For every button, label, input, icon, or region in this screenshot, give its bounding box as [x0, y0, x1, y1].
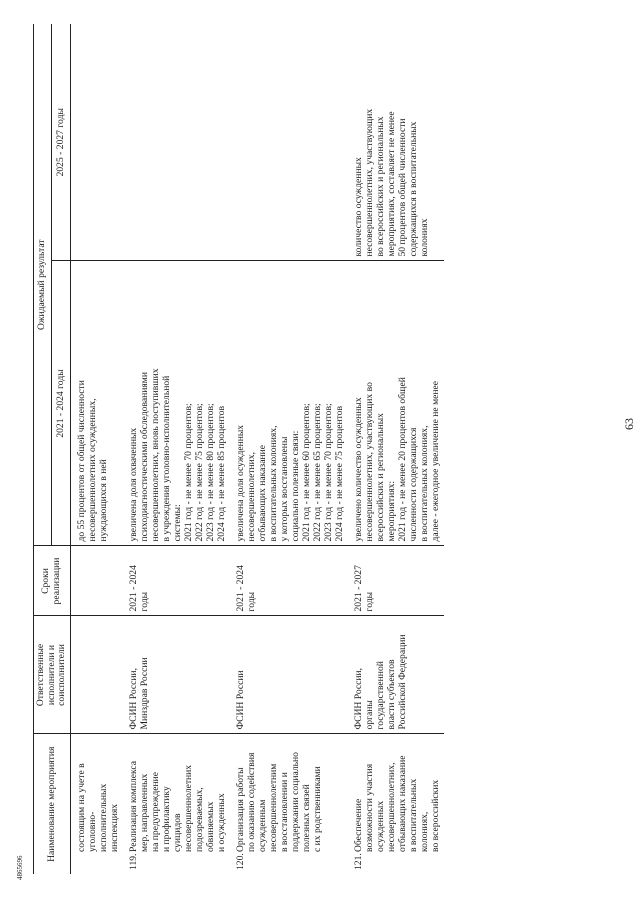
result-line: до 55 процентов от общей численности: [75, 380, 87, 542]
measure-name-line: исполнительных: [97, 783, 109, 852]
measure-name-line: обвиняемых: [204, 801, 216, 852]
result-line: у которых восстановлены: [278, 436, 290, 542]
result-line: 2023 год - не менее 80 процентов;: [204, 403, 216, 542]
measure-name-line: инспекциях: [108, 803, 120, 852]
result-line: системы:: [171, 504, 183, 542]
result-line: увеличено количество осужденных: [352, 397, 364, 542]
cell-result-2021-2024: [348, 261, 444, 546]
responsible-line: ФСИН России: [234, 670, 246, 730]
measure-name-text: [235, 752, 323, 852]
header-years-2021-2024: 2021 - 2024 годы: [52, 261, 70, 546]
header-expected-result: Ожидаемый результат: [34, 24, 52, 546]
measure-name-line: во всероссийских: [429, 779, 441, 852]
result-line: колониях: [418, 218, 430, 257]
measure-name-line: осужденным: [256, 799, 268, 852]
result-line: всероссийских и региональных: [374, 413, 386, 542]
cell-result-2021-2024: [70, 261, 123, 546]
rotated-table-region: [33, 24, 618, 874]
result-line: в воспитательных колониях,: [267, 425, 279, 542]
measure-name-line: и осужденных: [215, 793, 227, 852]
responsible-line: Российской Федерации: [396, 634, 408, 730]
result-line: социально полезные связи:: [289, 430, 301, 542]
measure-name-line: суицидов: [171, 813, 183, 852]
result-line: 2022 год - не менее 65 процентов;: [311, 403, 323, 542]
result-line: 2024 год - не менее 85 процентов: [215, 406, 227, 542]
table-row: [123, 24, 230, 874]
result-line: 2021 год - не менее 60 процентов;: [300, 403, 312, 542]
result-line: несовершеннолетних осужденных,: [86, 398, 98, 542]
measure-name-line: подозреваемых,: [193, 787, 205, 852]
cell-responsible: [70, 616, 123, 734]
header-name: Наименование мероприятия: [34, 734, 71, 874]
result-line: 50 процентов общей численности: [396, 118, 408, 257]
result-line: в воспитательных колониях,: [418, 425, 430, 542]
measure-name-line: и профилактику: [160, 786, 172, 852]
measure-name-line: в восстановлении и: [278, 772, 290, 852]
result-line: отбывающих наказание: [256, 445, 268, 542]
result-line: несовершеннолетних, участвующих: [363, 108, 375, 257]
result-line: несовершеннолетних,: [245, 451, 257, 542]
document-code: 4865696: [16, 855, 24, 880]
result-line: в учреждения уголовно-исполнительной: [160, 375, 172, 542]
cell-responsible: [348, 616, 444, 734]
measure-name-line: несовершеннолетним: [267, 763, 279, 852]
cell-result-2025-2027: [230, 24, 348, 261]
measure-name-line: осужденных: [374, 800, 386, 852]
cell-measure-name: [230, 734, 348, 874]
cell-term: 2021 - 2024 годы: [230, 546, 348, 616]
table-row: [70, 24, 123, 874]
responsible-line: ФСИН России,: [352, 667, 364, 730]
table-row: [348, 24, 444, 874]
cell-measure-name: [123, 734, 230, 874]
measure-name-line: мер, направленных: [138, 773, 150, 852]
responsible-line: ФСИН России,: [127, 667, 139, 730]
cell-result-2021-2024: [123, 261, 230, 546]
result-line: психодиагностическими обследованиями: [138, 371, 150, 542]
measure-name-line: Организация работы: [234, 767, 246, 852]
measures-table: [33, 24, 444, 874]
measure-name-line: возможности участия: [363, 763, 375, 852]
header-term: Сроки реализации: [34, 546, 71, 616]
result-line: нуждающихся в ней: [97, 459, 109, 542]
measure-name-line: Обеспечение: [352, 798, 364, 852]
header-years-2025-2027: 2025 - 2027 годы: [52, 24, 70, 261]
measure-name-text: [353, 752, 441, 852]
measure-name-line: состоящим на учете в: [75, 763, 87, 852]
result-line: количество осужденных: [352, 157, 364, 257]
row-number: 119.: [127, 853, 139, 870]
result-line: далее - ежегодное увеличение не менее: [429, 380, 441, 542]
cell-result-2021-2024: [230, 261, 348, 546]
result-line: увеличена доля осужденных: [234, 424, 246, 542]
row-number: 121.: [352, 853, 364, 870]
result-line: 2022 год - не менее 75 процентов;: [193, 403, 205, 542]
measure-name-line: Реализация комплекса: [127, 760, 139, 852]
measure-name-line: уголовно-: [86, 811, 98, 852]
header-responsible: Ответственные исполнители и соисполнители: [34, 616, 71, 734]
responsible-line: государственной: [374, 661, 386, 730]
measure-name-line: на предупреждение: [149, 771, 161, 852]
measure-name-line: поддержании социально: [289, 752, 301, 852]
measure-name-line: с их родственниками: [311, 766, 323, 852]
cell-result-2025-2027: [70, 24, 123, 261]
result-line: несовершеннолетних, участвующих во: [363, 382, 375, 542]
responsible-line: органы: [363, 700, 375, 730]
page-number: 63: [622, 418, 636, 430]
measure-name-line: колониях,: [418, 811, 430, 852]
result-line: 2024 год - не менее 75 процентов: [333, 406, 345, 542]
cell-responsible: [123, 616, 230, 734]
measure-name-text: [128, 752, 227, 852]
cell-result-2025-2027: [123, 24, 230, 261]
measure-name-text: [76, 752, 120, 852]
cell-term: 2021 - 2027 годы: [348, 546, 444, 616]
cell-measure-name: [348, 734, 444, 874]
result-line: 2021 год - не менее 20 процентов общей: [396, 377, 408, 542]
table-body: [70, 24, 444, 874]
result-line: 2021 год - не менее 70 процентов;: [182, 403, 194, 542]
result-line: несовершеннолетних, вновь поступивших: [149, 368, 161, 542]
result-line: численности содержащихся: [407, 427, 419, 542]
measure-name-line: отбывающих наказание: [396, 755, 408, 852]
result-line: мероприятиях, составляет не менее: [385, 111, 397, 257]
measure-name-line: несовершеннолетних,: [385, 762, 397, 852]
measure-name-line: полезных связей: [300, 784, 312, 852]
measure-name-line: по оказанию содействия: [245, 752, 257, 852]
row-number: 120.: [234, 853, 246, 870]
result-line: 2023 год - не менее 70 процентов;: [322, 403, 334, 542]
cell-term: [70, 546, 123, 616]
measure-name-line: несовершеннолетних: [182, 764, 194, 852]
measure-name-line: в воспитательных: [407, 778, 419, 852]
cell-result-2025-2027: [348, 24, 444, 261]
result-line: мероприятиях:: [385, 480, 397, 542]
result-line: увеличена доля охваченных: [127, 427, 139, 542]
responsible-line: власти субъектов: [385, 659, 397, 730]
result-line: содержащихся в воспитательных: [407, 121, 419, 257]
cell-responsible: [230, 616, 348, 734]
cell-measure-name: [70, 734, 123, 874]
responsible-line: Минздрав России: [138, 657, 150, 730]
cell-term: 2021 - 2024 годы: [123, 546, 230, 616]
table-row: [230, 24, 348, 874]
result-line: во всероссийских и региональных: [374, 116, 386, 257]
